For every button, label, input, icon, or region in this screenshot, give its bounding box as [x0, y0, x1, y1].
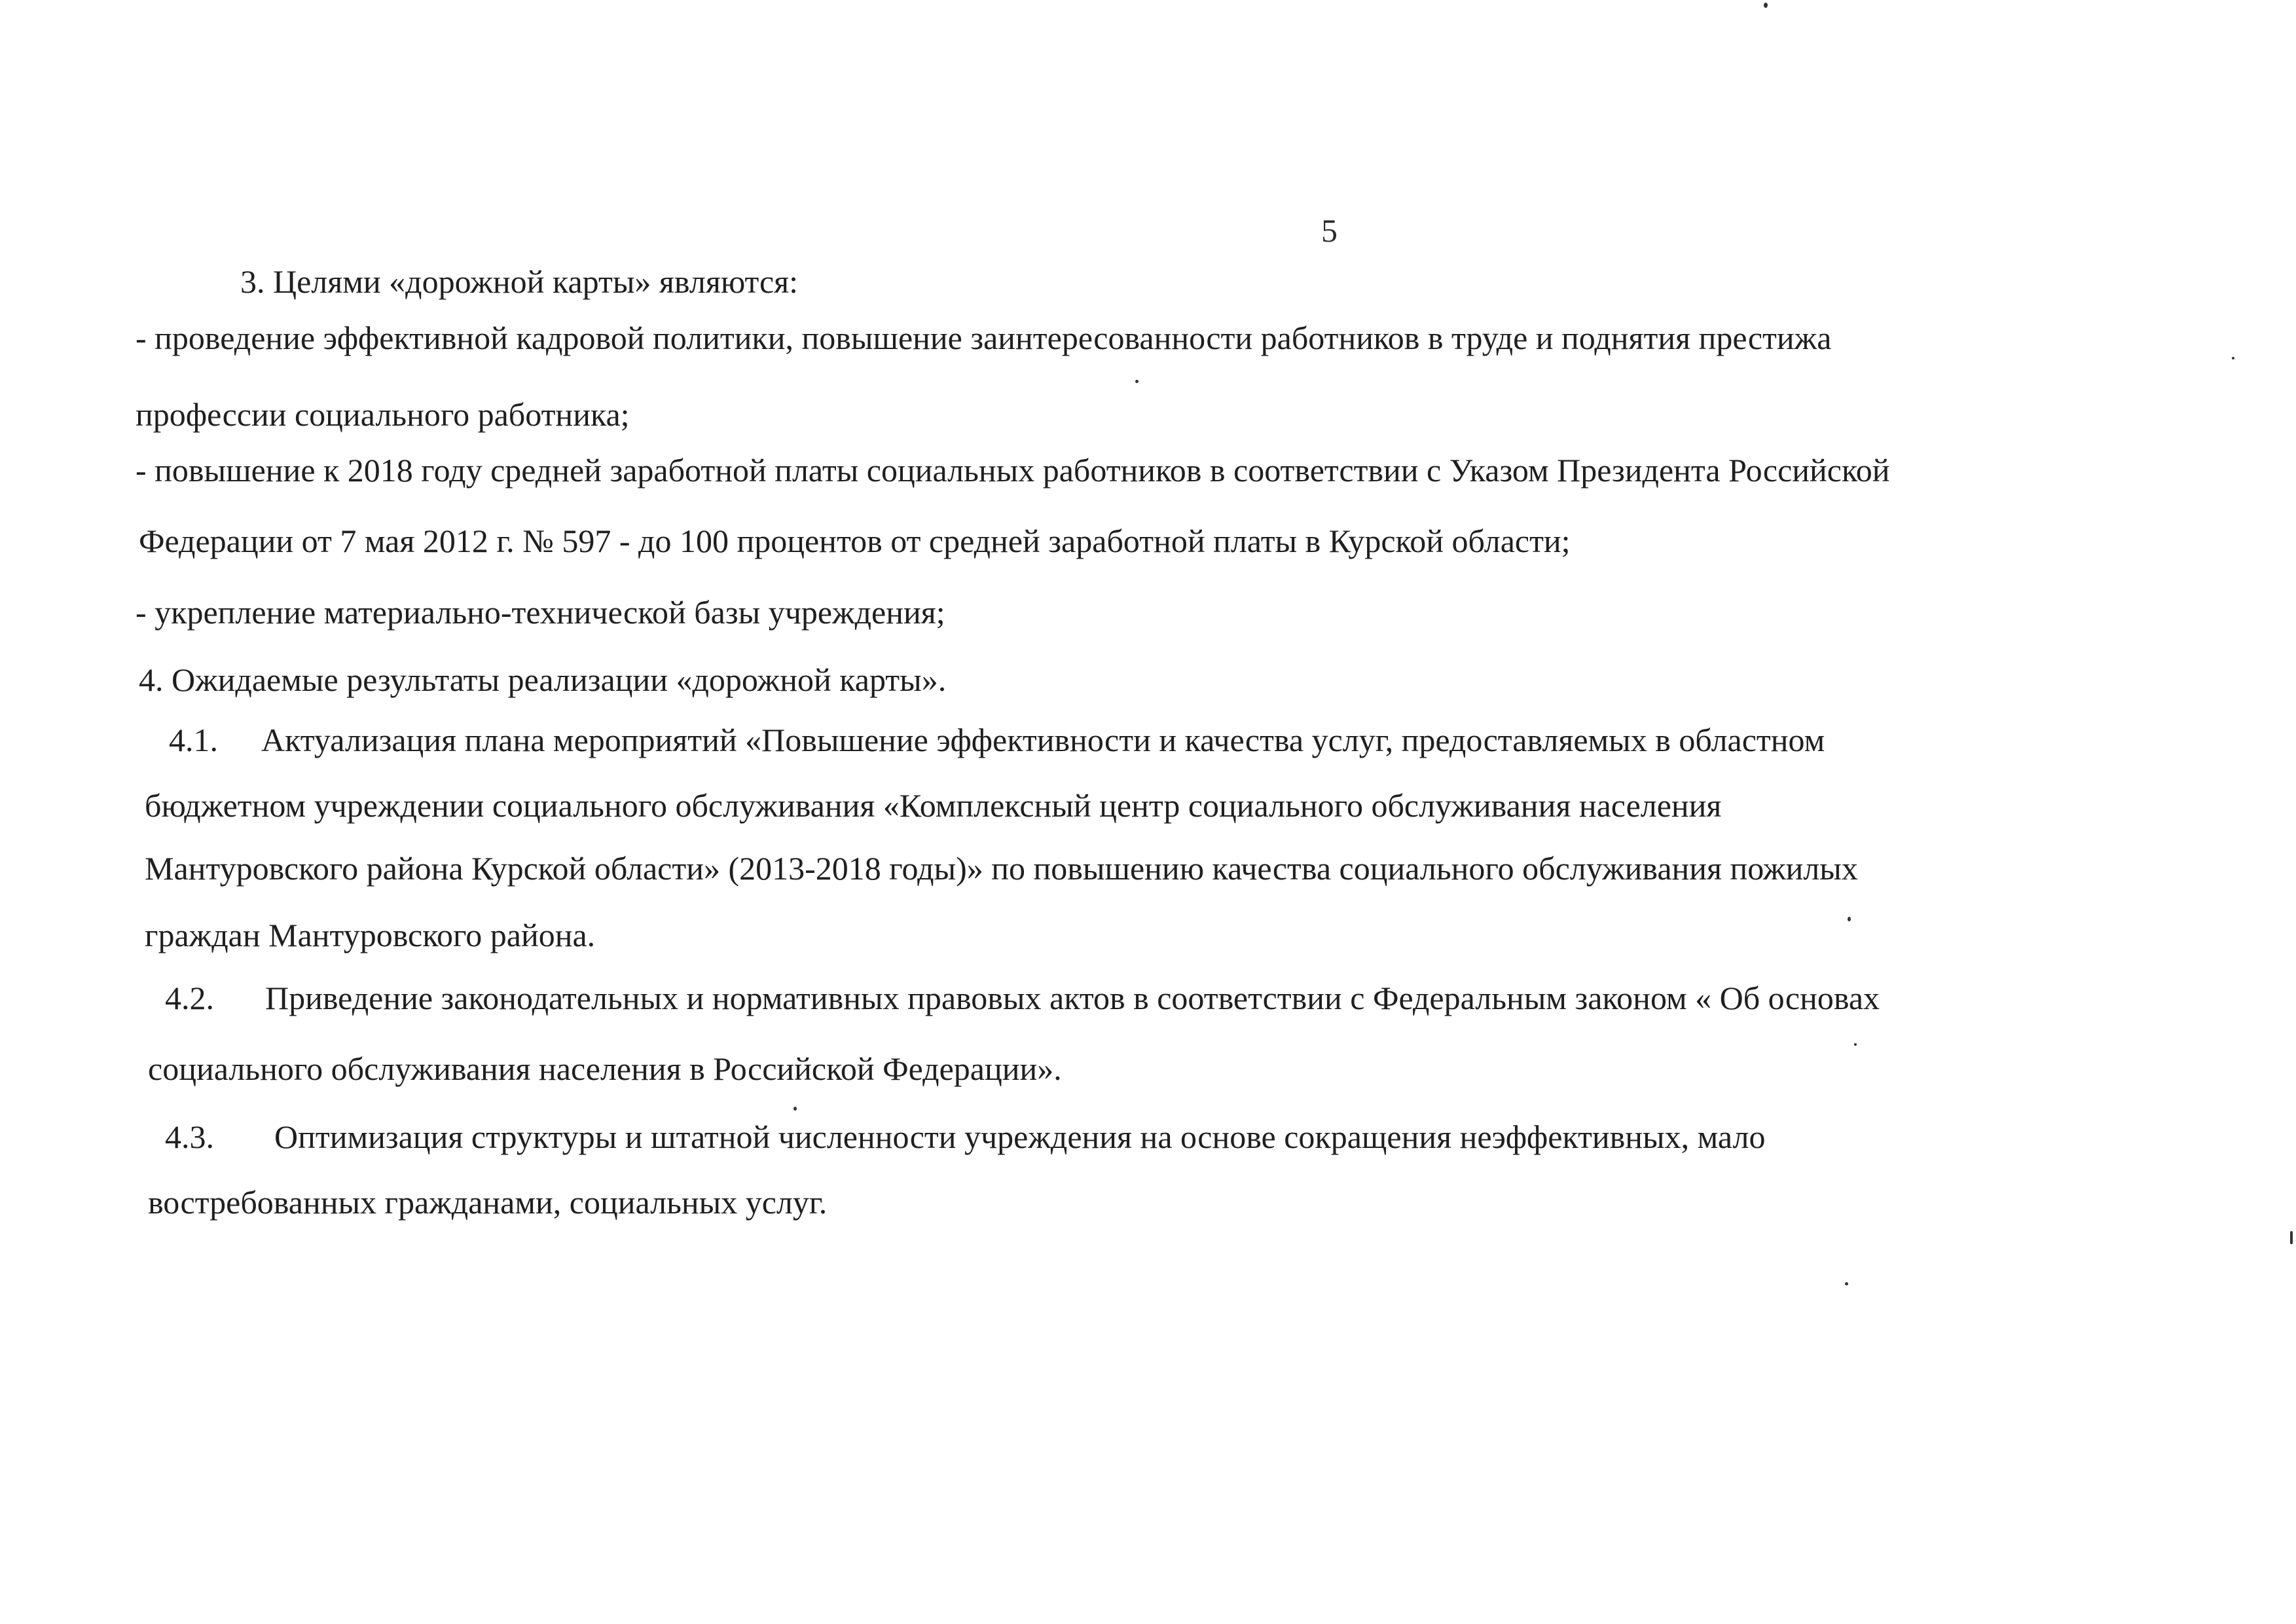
- scan-speck: [1854, 1043, 1857, 1046]
- goal-line-2-cont: Федерации от 7 мая 2012 г. № 597 - до 100 процентов от средней заработной платы в Курской области;: [139, 523, 1571, 559]
- item-4-1-cont-1: бюджетном учреждении социального обслуживания «Комплексный центр социального обслуживания населения: [145, 787, 1722, 824]
- page-number: 5: [1321, 212, 1338, 249]
- item-4-1-number: 4.1.: [169, 722, 218, 758]
- goal-line-1: - проведение эффективной кадровой политики, повышение заинтересованности работников в труде и поднятия престижа: [136, 320, 1832, 356]
- scan-speck: [1848, 917, 1851, 921]
- scan-speck: [2290, 1231, 2293, 1244]
- goal-line-2: - повышение к 2018 году средней заработной платы социальных работников в соответствии с Указом Президента Российской: [136, 452, 1890, 489]
- item-4-2-text: Приведение законодательных и нормативных правовых актов в соответствии с Федеральным законом « Об основах: [265, 980, 1880, 1016]
- item-4-2-cont: социального обслуживания населения в Российской Федерации».: [148, 1050, 1062, 1087]
- scan-speck: [793, 1107, 797, 1111]
- goal-line-3: - укрепление материально-технической базы учреждения;: [136, 594, 945, 631]
- scan-speck: [2232, 357, 2234, 360]
- item-4-3-number: 4.3.: [165, 1118, 214, 1155]
- item-4-2: [165, 978, 1880, 1018]
- item-4-1: [169, 720, 1825, 760]
- item-4-2-number: 4.2.: [165, 980, 214, 1016]
- item-4-3-text: Оптимизация структуры и штатной численности учреждения на основе сокращения неэффективных, мало: [274, 1118, 1766, 1155]
- item-4-3-cont: востребованных гражданами, социальных услуг.: [148, 1184, 828, 1221]
- item-4-1-text: Актуализация плана мероприятий «Повышение эффективности и качества услуг, предоставляемых в областном: [261, 722, 1825, 758]
- goal-line-1-cont: профессии социального работника;: [136, 396, 630, 433]
- goals-heading: 3. Целями «дорожной карты» являются:: [240, 263, 799, 300]
- item-4-3: [165, 1117, 1766, 1156]
- scan-speck: [1135, 380, 1139, 383]
- item-4-1-cont-3: граждан Мантуровского района.: [145, 917, 596, 953]
- scan-speck: [1845, 1282, 1848, 1285]
- item-4-1-cont-2: Мантуровского района Курской области» (2013-2018 годы)» по повышению качества социального обслуживания пожилых: [145, 850, 1858, 887]
- scan-speck: [1764, 3, 1768, 8]
- results-heading: 4. Ожидаемые результаты реализации «дорожной карты».: [139, 661, 947, 698]
